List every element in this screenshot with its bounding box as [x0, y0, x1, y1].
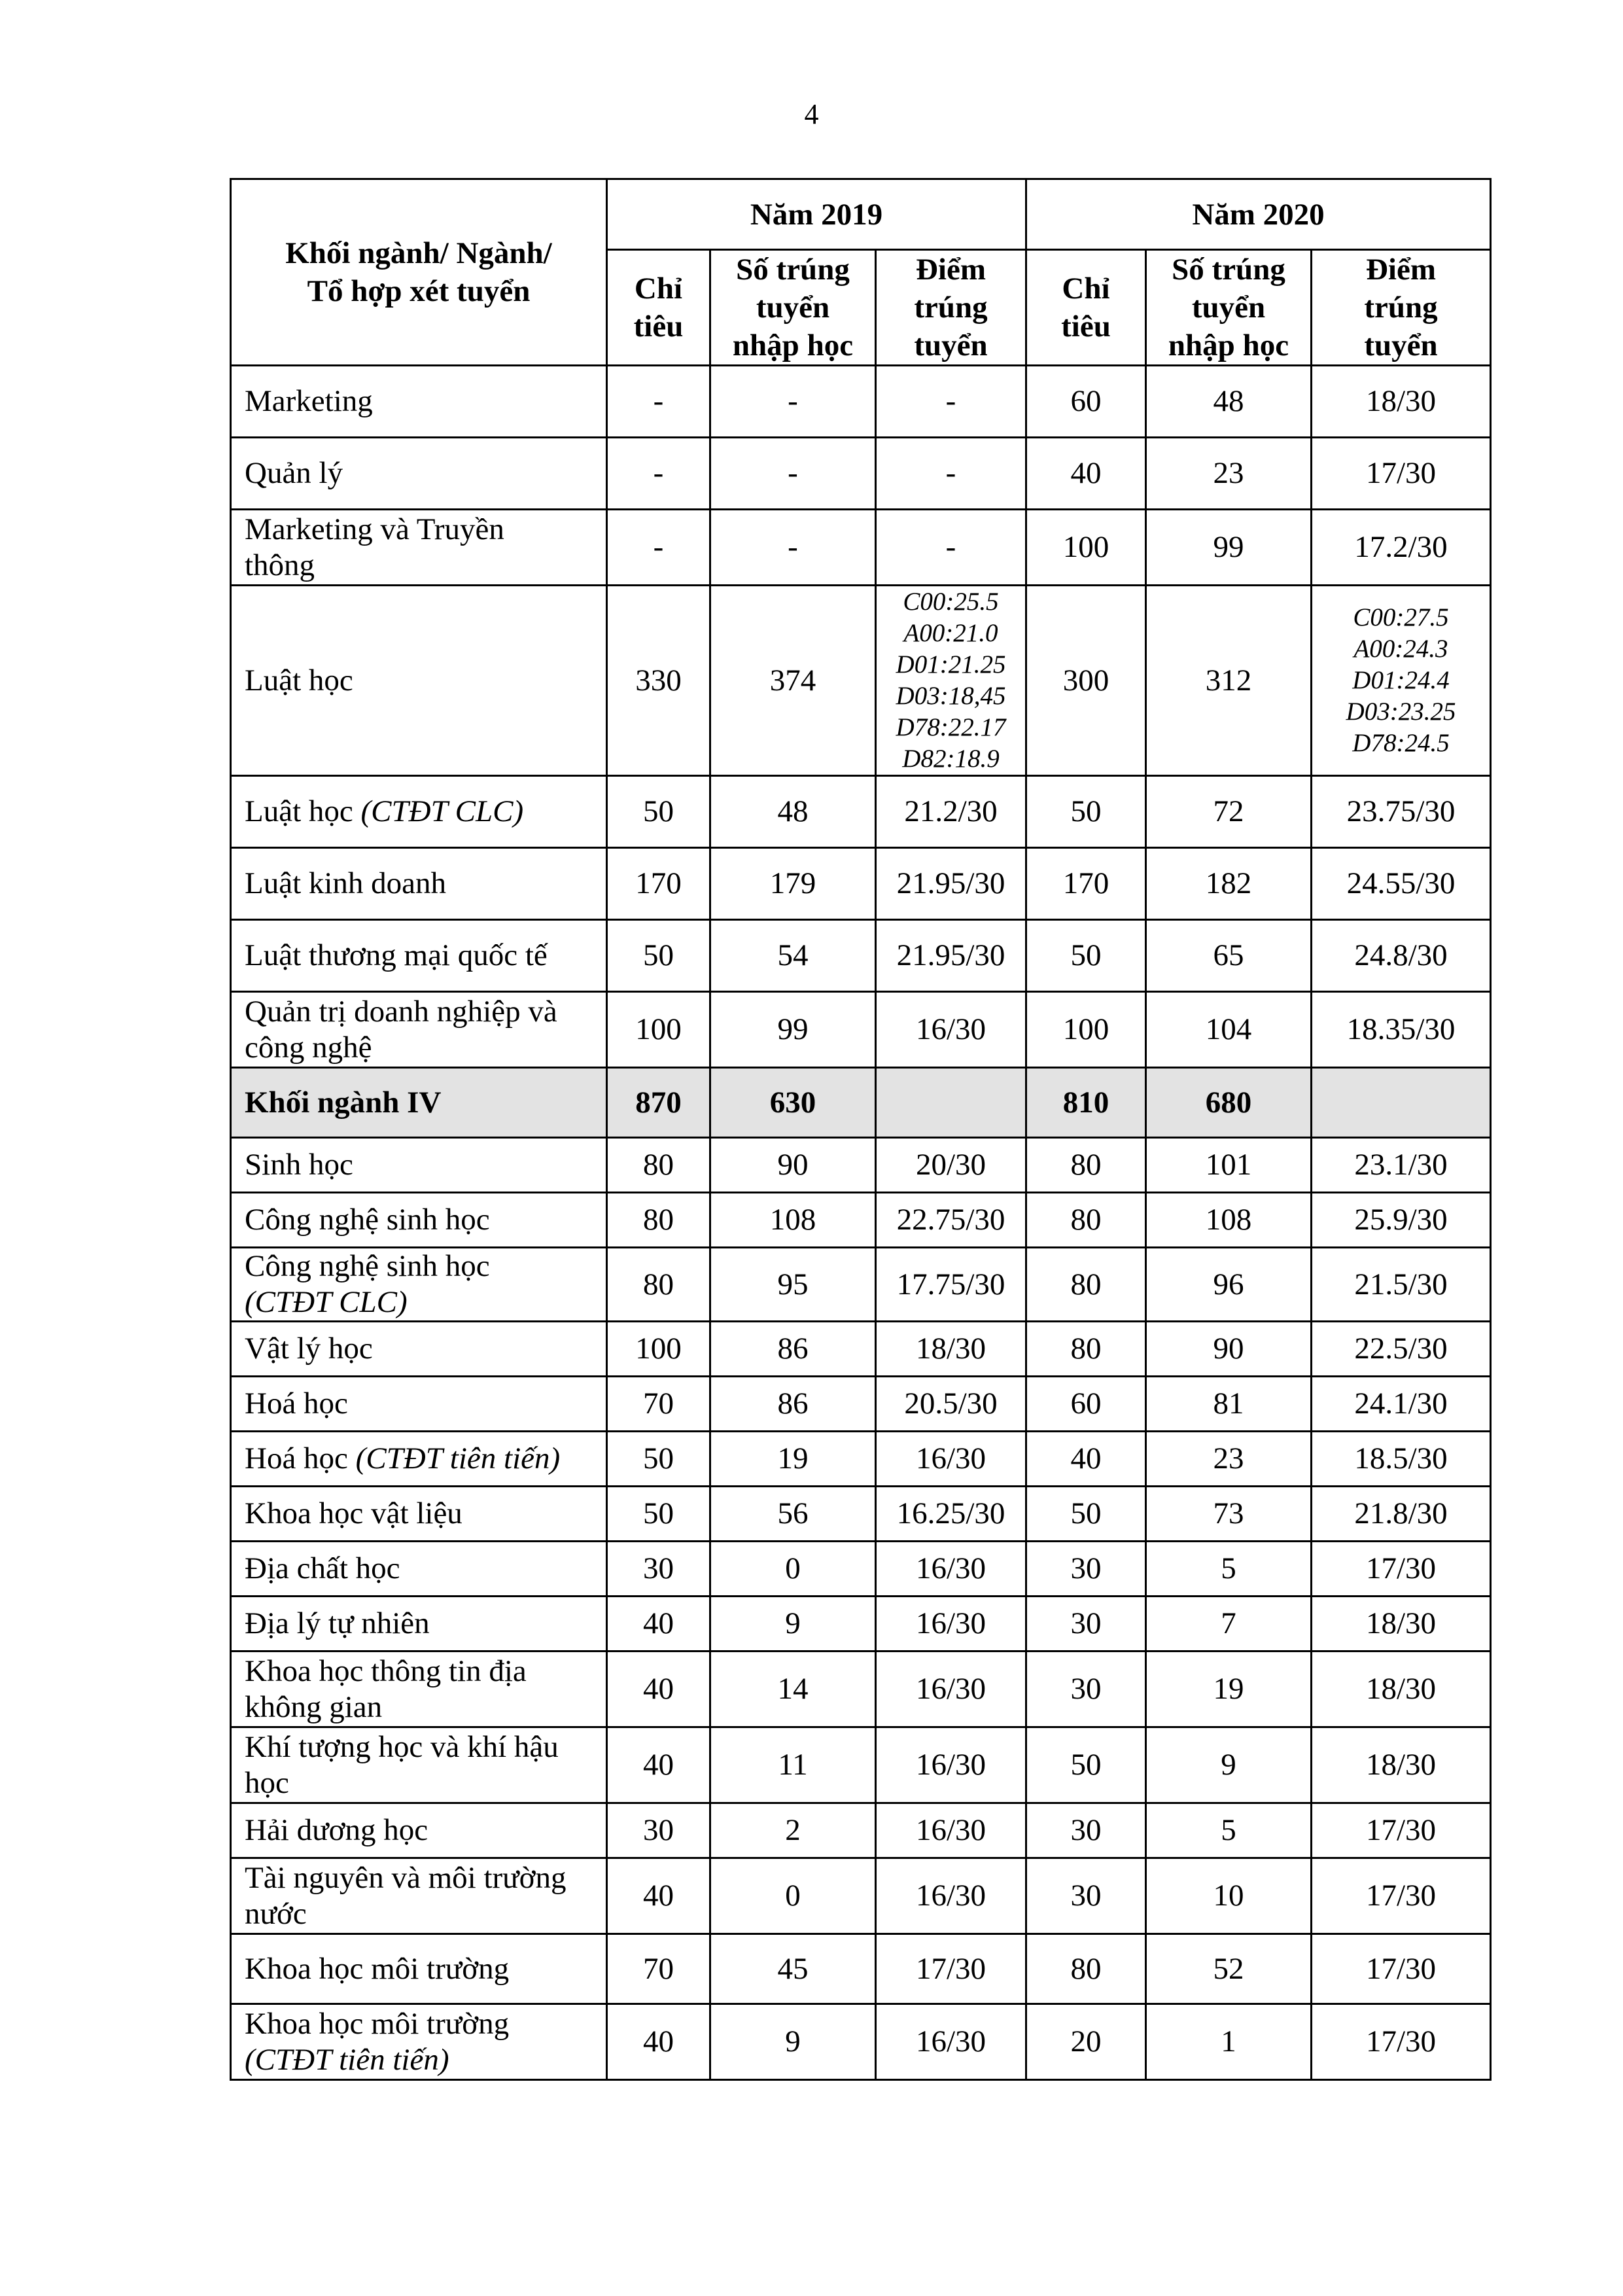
cell-so-trung-2019: 0 — [710, 1858, 876, 1934]
cell-so-trung-2019: 99 — [710, 992, 876, 1068]
cell-diem-2020: 18/30 — [1312, 1727, 1491, 1803]
cell-major-name: Địa chất học — [231, 1542, 607, 1597]
cell-so-trung-2020: 48 — [1146, 366, 1312, 438]
cell-diem-2019: 16/30 — [876, 1803, 1026, 1858]
cell-chi-tieu-2020: 30 — [1026, 1597, 1146, 1651]
cell-diem-2019: C00:25.5 A00:21.0 D01:21.25 D03:18,45 D78:22.17 D82:18.9 — [876, 586, 1026, 776]
table-row — [231, 1432, 1491, 1487]
cell-so-trung-2020: 182 — [1146, 848, 1312, 920]
cell-so-trung-2019: 11 — [710, 1727, 876, 1803]
cell-chi-tieu-2019: 30 — [607, 1803, 710, 1858]
table-body — [231, 366, 1491, 2080]
cell-major-name: Khối ngành IV — [231, 1068, 607, 1138]
admissions-table — [230, 178, 1492, 2081]
cell-chi-tieu-2019: 170 — [607, 848, 710, 920]
header-year-2019: Năm 2019 — [607, 179, 1026, 250]
cell-chi-tieu-2020: 80 — [1026, 1934, 1146, 2004]
cell-chi-tieu-2020: 100 — [1026, 510, 1146, 586]
cell-so-trung-2019: 9 — [710, 1597, 876, 1651]
cell-diem-2020: 23.1/30 — [1312, 1138, 1491, 1193]
cell-chi-tieu-2019: - — [607, 510, 710, 586]
cell-chi-tieu-2019: 40 — [607, 1651, 710, 1727]
cell-major-name: Luật học (CTĐT CLC) — [231, 776, 607, 848]
table-row — [231, 776, 1491, 848]
cell-diem-2019: 16/30 — [876, 1432, 1026, 1487]
header-diem-2019: Điểm trúng tuyển — [876, 250, 1026, 366]
cell-chi-tieu-2019: 50 — [607, 776, 710, 848]
cell-diem-2019: 16/30 — [876, 1858, 1026, 1934]
cell-chi-tieu-2019: 70 — [607, 1934, 710, 2004]
cell-chi-tieu-2019: 100 — [607, 1322, 710, 1377]
cell-so-trung-2019: 56 — [710, 1487, 876, 1542]
cell-so-trung-2020: 72 — [1146, 776, 1312, 848]
cell-diem-2020: 21.8/30 — [1312, 1487, 1491, 1542]
cell-chi-tieu-2020: 50 — [1026, 776, 1146, 848]
cell-so-trung-2020: 23 — [1146, 438, 1312, 510]
table-row — [231, 1487, 1491, 1542]
cell-diem-2020: 17/30 — [1312, 2004, 1491, 2080]
cell-major-name: Vật lý học — [231, 1322, 607, 1377]
cell-so-trung-2019: - — [710, 510, 876, 586]
cell-chi-tieu-2020: 50 — [1026, 1487, 1146, 1542]
cell-diem-2019: 22.75/30 — [876, 1193, 1026, 1248]
cell-diem-2020: 17/30 — [1312, 1858, 1491, 1934]
table-row — [231, 1542, 1491, 1597]
cell-diem-2020: 22.5/30 — [1312, 1322, 1491, 1377]
table-row — [231, 1248, 1491, 1322]
cell-diem-2019: 21.95/30 — [876, 848, 1026, 920]
cell-chi-tieu-2020: 50 — [1026, 1727, 1146, 1803]
cell-so-trung-2020: 73 — [1146, 1487, 1312, 1542]
cell-major-name: Hải dương học — [231, 1803, 607, 1858]
cell-so-trung-2019: 14 — [710, 1651, 876, 1727]
cell-so-trung-2019: 0 — [710, 1542, 876, 1597]
cell-chi-tieu-2020: 30 — [1026, 1803, 1146, 1858]
header-so-trung-2019: Số trúng tuyển nhập học — [710, 250, 876, 366]
table-row — [231, 438, 1491, 510]
table-row — [231, 1138, 1491, 1193]
cell-chi-tieu-2019: 70 — [607, 1377, 710, 1432]
cell-so-trung-2019: 2 — [710, 1803, 876, 1858]
cell-diem-2020: 17/30 — [1312, 1542, 1491, 1597]
cell-diem-2020: 18/30 — [1312, 366, 1491, 438]
table-row — [231, 586, 1491, 776]
table-row — [231, 1322, 1491, 1377]
cell-diem-2020: 18/30 — [1312, 1651, 1491, 1727]
cell-chi-tieu-2019: 80 — [607, 1248, 710, 1322]
table-row — [231, 1934, 1491, 2004]
cell-diem-2020: 21.5/30 — [1312, 1248, 1491, 1322]
cell-diem-2019: - — [876, 366, 1026, 438]
cell-diem-2019: 21.95/30 — [876, 920, 1026, 992]
cell-chi-tieu-2019: 40 — [607, 1858, 710, 1934]
cell-chi-tieu-2020: 80 — [1026, 1193, 1146, 1248]
cell-major-name: Khoa học môi trường — [231, 1934, 607, 2004]
cell-so-trung-2020: 680 — [1146, 1068, 1312, 1138]
cell-chi-tieu-2020: 60 — [1026, 1377, 1146, 1432]
cell-so-trung-2020: 108 — [1146, 1193, 1312, 1248]
header-so-trung-2020: Số trúng tuyển nhập học — [1146, 250, 1312, 366]
cell-diem-2019: 16/30 — [876, 1727, 1026, 1803]
cell-so-trung-2020: 19 — [1146, 1651, 1312, 1727]
cell-diem-2019: 21.2/30 — [876, 776, 1026, 848]
cell-chi-tieu-2020: 80 — [1026, 1138, 1146, 1193]
cell-diem-2020: 24.1/30 — [1312, 1377, 1491, 1432]
cell-chi-tieu-2019: 50 — [607, 920, 710, 992]
cell-chi-tieu-2020: 170 — [1026, 848, 1146, 920]
cell-diem-2020: 23.75/30 — [1312, 776, 1491, 848]
cell-major-name: Quản lý — [231, 438, 607, 510]
table-row — [231, 1193, 1491, 1248]
cell-major-name: Khí tượng học và khí hậu học — [231, 1727, 607, 1803]
cell-so-trung-2019: 45 — [710, 1934, 876, 2004]
cell-chi-tieu-2020: 300 — [1026, 586, 1146, 776]
cell-major-name: Địa lý tự nhiên — [231, 1597, 607, 1651]
cell-chi-tieu-2020: 30 — [1026, 1542, 1146, 1597]
cell-so-trung-2019: 95 — [710, 1248, 876, 1322]
cell-diem-2020: 17/30 — [1312, 438, 1491, 510]
cell-major-name: Quản trị doanh nghiệp và công nghệ — [231, 992, 607, 1068]
table-row — [231, 992, 1491, 1068]
table-row — [231, 2004, 1491, 2080]
cell-major-name: Marketing và Truyền thông — [231, 510, 607, 586]
cell-so-trung-2019: 90 — [710, 1138, 876, 1193]
group-row — [231, 1068, 1491, 1138]
cell-diem-2019: 20.5/30 — [876, 1377, 1026, 1432]
cell-so-trung-2020: 81 — [1146, 1377, 1312, 1432]
cell-so-trung-2020: 52 — [1146, 1934, 1312, 2004]
cell-chi-tieu-2020: 50 — [1026, 920, 1146, 992]
cell-diem-2020 — [1312, 1068, 1491, 1138]
cell-major-name: Khoa học môi trường (CTĐT tiên tiến) — [231, 2004, 607, 2080]
cell-diem-2019: 16.25/30 — [876, 1487, 1026, 1542]
cell-so-trung-2020: 23 — [1146, 1432, 1312, 1487]
cell-major-name: Công nghệ sinh học (CTĐT CLC) — [231, 1248, 607, 1322]
cell-chi-tieu-2019: - — [607, 438, 710, 510]
cell-major-name: Luật kinh doanh — [231, 848, 607, 920]
table-row — [231, 1597, 1491, 1651]
cell-so-trung-2020: 10 — [1146, 1858, 1312, 1934]
cell-so-trung-2020: 96 — [1146, 1248, 1312, 1322]
cell-diem-2019: 17.75/30 — [876, 1248, 1026, 1322]
cell-chi-tieu-2020: 60 — [1026, 366, 1146, 438]
cell-diem-2019: 16/30 — [876, 2004, 1026, 2080]
table-row — [231, 1803, 1491, 1858]
cell-chi-tieu-2020: 810 — [1026, 1068, 1146, 1138]
cell-so-trung-2019: 19 — [710, 1432, 876, 1487]
cell-diem-2020: 24.8/30 — [1312, 920, 1491, 992]
cell-chi-tieu-2019: 30 — [607, 1542, 710, 1597]
header-diem-2020: Điểm trúng tuyển — [1312, 250, 1491, 366]
cell-so-trung-2020: 5 — [1146, 1542, 1312, 1597]
cell-major-name: Công nghệ sinh học — [231, 1193, 607, 1248]
cell-so-trung-2020: 7 — [1146, 1597, 1312, 1651]
table-row — [231, 848, 1491, 920]
cell-chi-tieu-2019: 40 — [607, 1727, 710, 1803]
cell-major-name: Luật thương mại quốc tế — [231, 920, 607, 992]
cell-diem-2019: 18/30 — [876, 1322, 1026, 1377]
cell-major-name: Marketing — [231, 366, 607, 438]
table-row — [231, 1377, 1491, 1432]
cell-chi-tieu-2019: - — [607, 366, 710, 438]
header-row-label-line: Tổ hợp xét tuyển — [307, 274, 531, 308]
cell-so-trung-2019: 374 — [710, 586, 876, 776]
cell-so-trung-2020: 5 — [1146, 1803, 1312, 1858]
cell-diem-2020: 25.9/30 — [1312, 1193, 1491, 1248]
cell-diem-2020: 17/30 — [1312, 1934, 1491, 2004]
header-chi-tieu-2020: Chỉ tiêu — [1026, 250, 1146, 366]
cell-diem-2020: 24.55/30 — [1312, 848, 1491, 920]
cell-chi-tieu-2019: 50 — [607, 1487, 710, 1542]
cell-so-trung-2019: 630 — [710, 1068, 876, 1138]
cell-diem-2019: 17/30 — [876, 1934, 1026, 2004]
cell-chi-tieu-2020: 100 — [1026, 992, 1146, 1068]
cell-chi-tieu-2020: 30 — [1026, 1858, 1146, 1934]
cell-so-trung-2019: - — [710, 366, 876, 438]
cell-diem-2020: 17.2/30 — [1312, 510, 1491, 586]
cell-so-trung-2019: 86 — [710, 1322, 876, 1377]
cell-diem-2019: - — [876, 510, 1026, 586]
cell-so-trung-2020: 9 — [1146, 1727, 1312, 1803]
cell-chi-tieu-2019: 100 — [607, 992, 710, 1068]
cell-major-name: Luật học — [231, 586, 607, 776]
cell-chi-tieu-2019: 330 — [607, 586, 710, 776]
cell-so-trung-2020: 312 — [1146, 586, 1312, 776]
cell-diem-2020: 18.35/30 — [1312, 992, 1491, 1068]
cell-chi-tieu-2020: 20 — [1026, 2004, 1146, 2080]
header-year-2020: Năm 2020 — [1026, 179, 1491, 250]
cell-major-name: Tài nguyên và môi trường nước — [231, 1858, 607, 1934]
cell-diem-2020: C00:27.5 A00:24.3 D01:24.4 D03:23.25 D78:24.5 — [1312, 586, 1491, 776]
cell-chi-tieu-2020: 40 — [1026, 438, 1146, 510]
cell-so-trung-2020: 1 — [1146, 2004, 1312, 2080]
cell-chi-tieu-2020: 30 — [1026, 1651, 1146, 1727]
header-row-label-line: Khối ngành/ Ngành/ — [285, 236, 552, 270]
cell-chi-tieu-2020: 80 — [1026, 1322, 1146, 1377]
cell-diem-2019: 16/30 — [876, 1651, 1026, 1727]
header-row-label — [231, 179, 607, 366]
cell-major-name: Hoá học (CTĐT tiên tiến) — [231, 1432, 607, 1487]
cell-diem-2020: 18.5/30 — [1312, 1432, 1491, 1487]
table-row — [231, 1727, 1491, 1803]
cell-so-trung-2019: 179 — [710, 848, 876, 920]
cell-chi-tieu-2019: 80 — [607, 1138, 710, 1193]
cell-major-name: Khoa học thông tin địa không gian — [231, 1651, 607, 1727]
table-row — [231, 1651, 1491, 1727]
table-row — [231, 920, 1491, 992]
header-chi-tieu-2019: Chỉ tiêu — [607, 250, 710, 366]
cell-diem-2020: 17/30 — [1312, 1803, 1491, 1858]
cell-major-name: Khoa học vật liệu — [231, 1487, 607, 1542]
cell-so-trung-2019: 54 — [710, 920, 876, 992]
page-number: 4 — [804, 98, 819, 130]
cell-chi-tieu-2020: 80 — [1026, 1248, 1146, 1322]
cell-major-name: Sinh học — [231, 1138, 607, 1193]
cell-chi-tieu-2019: 870 — [607, 1068, 710, 1138]
cell-diem-2019 — [876, 1068, 1026, 1138]
cell-diem-2019: 16/30 — [876, 1597, 1026, 1651]
header-row-years — [231, 179, 1491, 250]
cell-diem-2019: 16/30 — [876, 1542, 1026, 1597]
cell-chi-tieu-2019: 50 — [607, 1432, 710, 1487]
cell-chi-tieu-2019: 40 — [607, 1597, 710, 1651]
cell-chi-tieu-2020: 40 — [1026, 1432, 1146, 1487]
cell-so-trung-2020: 99 — [1146, 510, 1312, 586]
cell-diem-2019: 16/30 — [876, 992, 1026, 1068]
cell-chi-tieu-2019: 80 — [607, 1193, 710, 1248]
table-row — [231, 366, 1491, 438]
cell-so-trung-2019: 108 — [710, 1193, 876, 1248]
table-row — [231, 1858, 1491, 1934]
cell-chi-tieu-2019: 40 — [607, 2004, 710, 2080]
cell-so-trung-2019: - — [710, 438, 876, 510]
cell-major-name: Hoá học — [231, 1377, 607, 1432]
cell-so-trung-2019: 86 — [710, 1377, 876, 1432]
cell-so-trung-2019: 9 — [710, 2004, 876, 2080]
cell-so-trung-2020: 104 — [1146, 992, 1312, 1068]
cell-diem-2019: - — [876, 438, 1026, 510]
cell-so-trung-2020: 90 — [1146, 1322, 1312, 1377]
table-row — [231, 510, 1491, 586]
cell-diem-2019: 20/30 — [876, 1138, 1026, 1193]
cell-so-trung-2020: 65 — [1146, 920, 1312, 992]
cell-so-trung-2019: 48 — [710, 776, 876, 848]
cell-diem-2020: 18/30 — [1312, 1597, 1491, 1651]
cell-so-trung-2020: 101 — [1146, 1138, 1312, 1193]
